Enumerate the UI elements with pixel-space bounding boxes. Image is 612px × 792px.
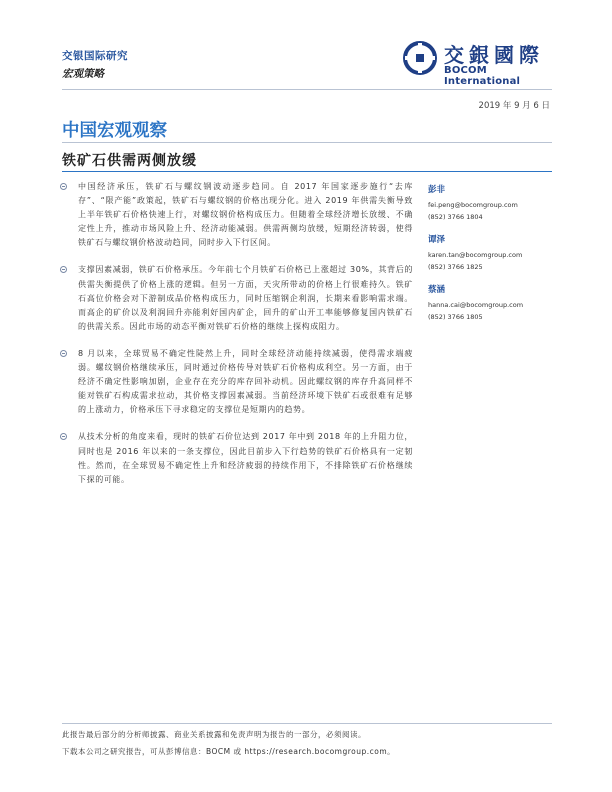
report-subtitle: 铁矿石供需两侧放缓 xyxy=(62,153,197,169)
analyst-phone: (852) 3766 1805 xyxy=(428,313,483,321)
header-divider xyxy=(62,89,552,90)
bullet-icon xyxy=(60,266,67,273)
bullet-icon xyxy=(60,183,67,190)
bullet-icon xyxy=(60,350,67,357)
report-title: 中国宏观观察 xyxy=(62,121,167,141)
bullet-text: 8 月以来，全球贸易不确定性陡然上升，同时全球经济动能持续减弱，使得需求端疲弱。螺纹钢价格继续承压，同时通过价格传导对铁矿石价格构成利空。另一方面，由于经济不确定性影响加剧，企业存在充分的库存回补动机。因此螺纹钢的库存升高同样不能对铁矿石构成需求拉动，其价格支撑因素减弱。当前经济环境下铁矿石或很难有足够的上涨动力，价格承压下寻求稳定的支撑位是短期内的趋势。 xyxy=(78,348,413,415)
title-divider xyxy=(62,142,552,143)
footer-disclaimer: 此报告最后部分的分析师披露、商业关系披露和免责声明为报告的一部分，必须阅读。 xyxy=(62,730,366,739)
header-org: 交银国际研究 xyxy=(62,50,128,62)
bocom-logo xyxy=(402,38,552,87)
analyst-phone: (852) 3766 1825 xyxy=(428,263,483,271)
analyst-card xyxy=(428,283,558,323)
footer-divider xyxy=(62,723,552,724)
summary-bullets xyxy=(58,180,413,500)
summary-bullet xyxy=(58,263,413,333)
analyst-panel xyxy=(428,183,558,333)
analyst-name: 谭泽 xyxy=(428,235,446,245)
analyst-phone: (852) 3766 1804 xyxy=(428,213,483,221)
report-date: 2019 年 9 月 6 日 xyxy=(478,101,550,111)
header-category: 宏观策略 xyxy=(62,68,104,80)
analyst-email[interactable]: fei.peng@bocomgroup.com xyxy=(428,201,518,209)
summary-bullet xyxy=(58,430,413,486)
footer-download-note: 下载本公司之研究报告，可从彭博信息：BOCM 或 https://research.bocomgroup.com。 xyxy=(62,747,396,756)
analyst-card xyxy=(428,233,558,273)
logo-text-en: BOCOM International xyxy=(444,65,521,87)
bullet-text: 从技术分析的角度来看，现时的铁矿石价位达到 2017 年中到 2018 年的上升阻力位，同时也是 2016 年以来的一条支撑位，因此目前步入下行趋势的铁矿石价格具有一定韧性。然而，在全球贸易不确定性上升和经济疲弱的持续作用下，不排除铁矿石价格继续下探的可能。 xyxy=(78,432,413,484)
analyst-card xyxy=(428,183,558,223)
bullet-text: 中国经济承压，铁矿石与螺纹钢波动逐步趋同。自 2017 年国家逐步施行“去库存”、“限产能”政策起，铁矿石与螺纹钢的价格出现分化。进入 2019 年供需失衡导致上半年铁矿石价格快速上行，对螺纹钢价格构成压力。但随着全球经济增长放缓、不确定性上升，推动市场风险上升、经济动能减弱。供需两侧均放缓，短期经济转弱，使得铁矿石与螺纹钢价格波动趋同，同时步入下行区间。 xyxy=(78,182,413,248)
summary-bullet xyxy=(58,347,413,417)
logo-text-cn: 交銀國際 xyxy=(444,43,544,67)
analyst-email[interactable]: hanna.cai@bocomgroup.com xyxy=(428,301,524,309)
analyst-email[interactable]: karen.tan@bocomgroup.com xyxy=(428,251,523,259)
bullet-text: 支撑因素减弱，铁矿石价格承压。今年前七个月铁矿石价格已上涨超过 30%，其背后的供需失衡提供了价格上涨的逻辑。但另一方面，天灾所带动的价格上行很难持久。铁矿石高位价格会对下游制成品价格构成压力，同时压缩钢企利润，长期来看影响需求端。而高企的矿价以及利润回升亦能利好国内矿企，回升的矿山开工率能够修复国内铁矿石的供需关系。因此市场的动态平衡对铁矿石价格的继续上探构成阻力。 xyxy=(78,265,413,331)
bullet-icon xyxy=(60,433,67,440)
subtitle-divider xyxy=(62,171,552,172)
analyst-name: 彭非 xyxy=(428,185,446,195)
bocom-logo-icon xyxy=(402,40,438,76)
summary-bullet xyxy=(58,180,413,250)
analyst-name: 蔡涵 xyxy=(428,285,446,295)
